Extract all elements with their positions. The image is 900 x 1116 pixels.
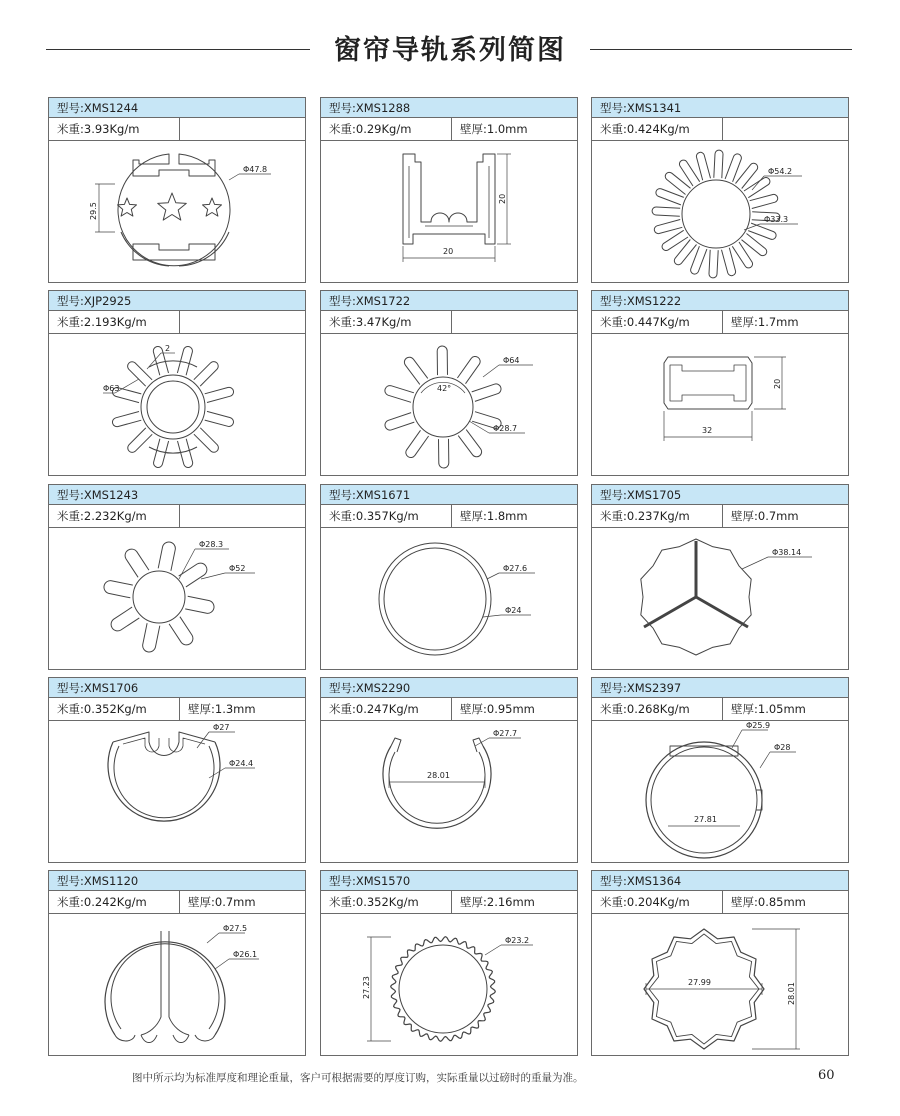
dimension-label: Φ24	[505, 606, 522, 615]
spec-divider	[722, 891, 723, 913]
model-number: 型号:XJP2925	[49, 291, 305, 311]
dimension-label: 29.5	[89, 202, 98, 220]
spec-divider	[451, 698, 452, 720]
model-number: 型号:XMS1243	[49, 485, 305, 505]
profile-drawing	[592, 527, 848, 669]
header-rule-left	[46, 49, 310, 50]
profile-outline	[203, 198, 222, 216]
profile-drawing	[49, 527, 305, 669]
profile-outline	[385, 346, 501, 468]
profile-outline	[399, 945, 487, 1033]
spec-divider	[179, 118, 180, 140]
dimension-label: 32	[702, 426, 713, 435]
weight-per-meter: 米重:0.204Kg/m	[600, 895, 690, 909]
dimension-line	[744, 224, 760, 230]
profile-drawing	[49, 333, 305, 475]
dimension-line	[469, 421, 489, 433]
profile-outline	[158, 193, 187, 220]
spec-row	[592, 891, 848, 914]
profile-outline	[384, 548, 486, 650]
profile-card	[48, 677, 306, 863]
profile-card	[320, 870, 578, 1056]
dimension-line	[483, 365, 499, 377]
profile-outline	[121, 232, 229, 266]
profile-outline	[112, 346, 233, 467]
weight-per-meter: 米重:3.47Kg/m	[329, 315, 412, 329]
dimension-line	[732, 730, 742, 748]
profile-outline	[652, 150, 780, 278]
profile-outline	[389, 752, 485, 823]
dimension-label: Φ64	[503, 356, 520, 365]
dimension-label: Φ38.14	[772, 548, 802, 557]
profile-outline	[141, 375, 205, 439]
profile-outline	[646, 742, 762, 858]
dimension-label: 28.01	[427, 771, 450, 780]
wall-thickness: 壁厚:0.85mm	[731, 895, 806, 909]
dimension-label: Φ27.7	[493, 729, 518, 738]
model-number: 型号:XMS1288	[321, 98, 577, 118]
dimension-label: 20	[443, 247, 454, 256]
dimension-label: Φ27	[213, 723, 230, 732]
spec-row	[321, 505, 577, 528]
profile-card	[48, 484, 306, 670]
dimension-line	[742, 557, 768, 569]
model-number: 型号:XMS1120	[49, 871, 305, 891]
dimension-label: 42°	[437, 384, 452, 393]
profile-drawing	[321, 140, 577, 282]
spec-divider	[722, 311, 723, 333]
dimension-line	[207, 933, 219, 943]
spec-divider	[451, 311, 452, 333]
profile-card	[48, 97, 306, 283]
spec-row	[592, 505, 848, 528]
dimension-line	[209, 768, 225, 778]
model-number: 型号:XMS1706	[49, 678, 305, 698]
spec-row	[592, 698, 848, 721]
profile-card	[591, 677, 849, 863]
spec-row	[49, 698, 305, 721]
model-number: 型号:XMS1722	[321, 291, 577, 311]
model-number: 型号:XMS2397	[592, 678, 848, 698]
profile-drawing	[321, 913, 577, 1055]
profile-outline	[104, 542, 214, 652]
dimension-label: Φ63	[103, 384, 120, 393]
profile-drawing	[592, 720, 848, 862]
profile-outline	[123, 738, 205, 752]
profile-outline	[682, 180, 750, 248]
profile-card	[48, 870, 306, 1056]
dimension-label: 2	[165, 344, 171, 353]
profile-drawing	[49, 913, 305, 1055]
weight-per-meter: 米重:0.29Kg/m	[329, 122, 412, 136]
spec-divider	[722, 505, 723, 527]
profile-card	[320, 97, 578, 283]
dimension-label: Φ28.3	[199, 540, 224, 549]
spec-divider	[451, 891, 452, 913]
profile-outline	[118, 154, 230, 266]
spec-divider	[179, 698, 180, 720]
page-number: 60	[818, 1068, 835, 1083]
footer-note: 图中所示均为标准厚度和理论重量，客户可根据需要的厚度订购，实际重量以过磅时的重量为准。	[132, 1072, 584, 1084]
wall-thickness: 壁厚:1.0mm	[460, 122, 528, 136]
model-number: 型号:XMS1222	[592, 291, 848, 311]
spec-row	[321, 311, 577, 334]
spec-row	[49, 891, 305, 914]
profile-drawing	[592, 140, 848, 282]
wall-thickness: 壁厚:1.05mm	[731, 702, 806, 716]
dimension-label: Φ47.8	[243, 165, 268, 174]
spec-divider	[179, 505, 180, 527]
profile-outline	[105, 942, 225, 1035]
weight-per-meter: 米重:0.237Kg/m	[600, 509, 690, 523]
profile-outline	[379, 543, 491, 655]
dimension-line	[760, 752, 770, 768]
profile-outline	[391, 937, 496, 1042]
profile-outline	[118, 198, 137, 216]
profile-card	[591, 870, 849, 1056]
weight-per-meter: 米重:0.352Kg/m	[329, 895, 419, 909]
profile-outline	[651, 747, 757, 853]
weight-per-meter: 米重:0.357Kg/m	[329, 509, 419, 523]
dimension-label: 20	[773, 378, 782, 389]
dimension-label: 20	[498, 193, 507, 204]
profile-outline	[115, 1035, 215, 1043]
weight-per-meter: 米重:2.193Kg/m	[57, 315, 147, 329]
weight-per-meter: 米重:0.247Kg/m	[329, 702, 419, 716]
model-number: 型号:XMS1364	[592, 871, 848, 891]
profile-outline	[670, 365, 746, 401]
dimension-label: 27.23	[362, 976, 371, 999]
profile-card	[48, 290, 306, 476]
weight-per-meter: 米重:3.93Kg/m	[57, 122, 140, 136]
header-rule-right	[590, 49, 852, 50]
page-header	[0, 28, 900, 72]
profile-drawing	[592, 333, 848, 475]
dimension-label: Φ27.5	[223, 924, 248, 933]
dimension-label: Φ23.2	[505, 936, 530, 945]
profile-card	[591, 484, 849, 670]
spec-row	[592, 118, 848, 141]
dimension-label: Φ54.2	[768, 167, 793, 176]
profile-card	[320, 484, 578, 670]
profile-outline	[113, 732, 215, 756]
dimension-line	[485, 945, 501, 955]
model-number: 型号:XMS1570	[321, 871, 577, 891]
dimension-line	[483, 615, 501, 617]
spec-row	[49, 311, 305, 334]
weight-per-meter: 米重:0.268Kg/m	[600, 702, 690, 716]
model-number: 型号:XMS1341	[592, 98, 848, 118]
model-number: 型号:XMS1705	[592, 485, 848, 505]
profile-card	[591, 290, 849, 476]
spec-row	[321, 118, 577, 141]
wall-thickness: 壁厚:1.7mm	[731, 315, 799, 329]
dimension-label: Φ28.7	[493, 424, 518, 433]
profile-outline	[108, 742, 220, 821]
spec-divider	[451, 505, 452, 527]
spec-row	[49, 118, 305, 141]
profile-drawing	[321, 333, 577, 475]
dimension-line	[215, 959, 229, 969]
model-number: 型号:XMS1671	[321, 485, 577, 505]
dimension-label: Φ33.3	[764, 215, 789, 224]
spec-row	[592, 311, 848, 334]
spec-divider	[179, 311, 180, 333]
weight-per-meter: 米重:0.424Kg/m	[600, 122, 690, 136]
dimension-label: Φ26.1	[233, 950, 258, 959]
profile-drawing	[592, 913, 848, 1055]
dimension-line	[229, 174, 239, 180]
spec-row	[321, 698, 577, 721]
weight-per-meter: 米重:0.352Kg/m	[57, 702, 147, 716]
dimension-line	[487, 573, 499, 579]
profile-outline	[403, 154, 495, 244]
profile-drawing	[321, 720, 577, 862]
dimension-label: 28.01	[787, 982, 796, 1005]
wall-thickness: 壁厚:1.3mm	[188, 702, 256, 716]
profile-card	[320, 290, 578, 476]
dimension-label: 27.99	[688, 978, 711, 987]
profile-outline	[111, 944, 219, 1029]
profile-drawing	[49, 140, 305, 282]
wall-thickness: 壁厚:0.7mm	[188, 895, 256, 909]
dimension-label: Φ52	[229, 564, 246, 573]
page-title: 窗帘导轨系列简图	[334, 35, 566, 66]
profile-drawing	[321, 527, 577, 669]
wall-thickness: 壁厚:1.8mm	[460, 509, 528, 523]
dimension-label: Φ24.4	[229, 759, 254, 768]
profile-outline	[147, 381, 199, 433]
dimension-label: Φ28	[774, 743, 791, 752]
profile-drawing	[49, 720, 305, 862]
profile-card	[320, 677, 578, 863]
wall-thickness: 壁厚:2.16mm	[460, 895, 535, 909]
profile-outline	[114, 746, 214, 818]
wall-thickness: 壁厚:0.7mm	[731, 509, 799, 523]
spec-divider	[179, 891, 180, 913]
spec-divider	[722, 698, 723, 720]
weight-per-meter: 米重:0.447Kg/m	[600, 315, 690, 329]
dimension-line	[752, 176, 764, 190]
model-number: 型号:XMS1244	[49, 98, 305, 118]
dimension-label: Φ25.9	[746, 721, 771, 730]
spec-divider	[722, 118, 723, 140]
weight-per-meter: 米重:2.232Kg/m	[57, 509, 147, 523]
dimension-label: 27.81	[694, 815, 717, 824]
profile-outline	[391, 738, 483, 752]
profile-card	[591, 97, 849, 283]
spec-divider	[451, 118, 452, 140]
spec-row	[321, 891, 577, 914]
profile-outline	[383, 746, 491, 828]
profile-outline	[133, 571, 185, 623]
wall-thickness: 壁厚:0.95mm	[460, 702, 535, 716]
weight-per-meter: 米重:0.242Kg/m	[57, 895, 147, 909]
dimension-line	[179, 549, 195, 579]
model-number: 型号:XMS2290	[321, 678, 577, 698]
spec-row	[49, 505, 305, 528]
dimension-label: Φ27.6	[503, 564, 528, 573]
